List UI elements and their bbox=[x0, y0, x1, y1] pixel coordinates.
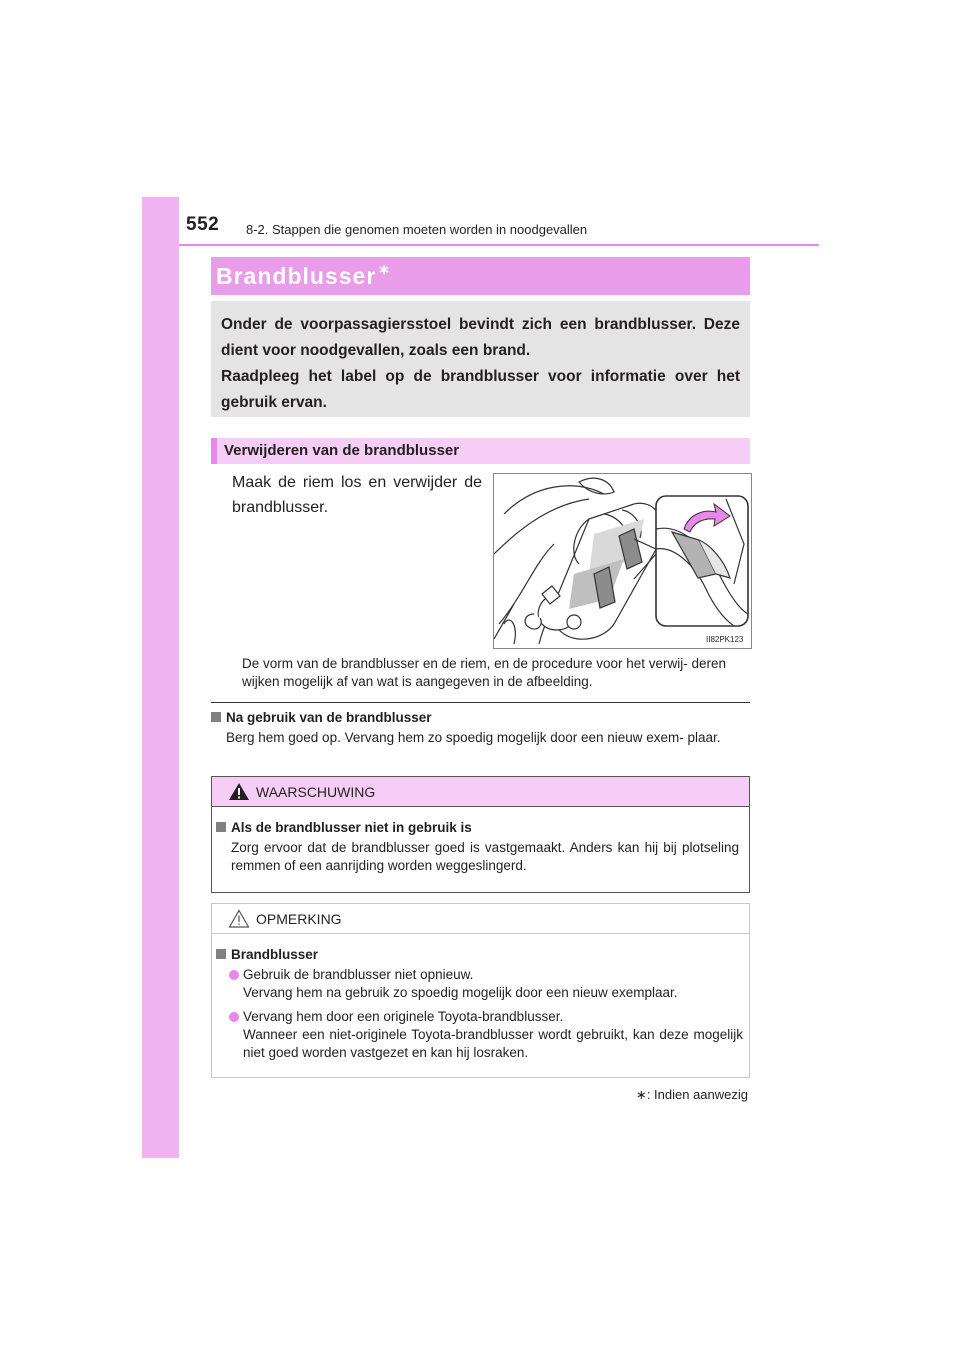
removal-step-text: Maak de riem los en verwijder de brandblusser. bbox=[232, 474, 482, 516]
after-use-heading-text: Na gebruik van de brandblusser bbox=[226, 710, 432, 725]
header-divider bbox=[179, 244, 819, 246]
intro-paragraph-1: Onder de voorpassagiersstoel bevindt zich een brandblusser. Deze dient voor noodgevallen, zoals een brand. bbox=[221, 316, 740, 359]
chapter-sidebar-tab bbox=[142, 197, 179, 1158]
notice-box bbox=[211, 903, 750, 1078]
subsection-heading-bar bbox=[211, 438, 750, 464]
notice-bullet-1-line-1: Gebruik de brandblusser niet opnieuw. bbox=[243, 967, 474, 982]
notice-header bbox=[212, 904, 749, 934]
notice-bullet-1-line-2: Vervang hem na gebruik zo spoedig mogelijk door een nieuw exemplaar. bbox=[243, 985, 678, 1000]
notice-label: OPMERKING bbox=[256, 911, 342, 927]
warning-label: WAARSCHUWING bbox=[256, 784, 376, 800]
figure-code: II82PK123 bbox=[706, 635, 744, 644]
notice-heading-text: Brandblusser bbox=[231, 947, 319, 962]
warning-heading bbox=[216, 820, 472, 835]
footnote-text: : Indien aanwezig bbox=[646, 1087, 748, 1102]
page-title-text: Brandblusser bbox=[216, 263, 377, 289]
page-title bbox=[216, 263, 391, 290]
subsection-heading: Verwijderen van de brandblusser bbox=[224, 442, 460, 459]
running-header: 8-2. Stappen die genomen moeten worden in noodgevallen bbox=[246, 222, 588, 237]
page-number: 552 bbox=[186, 214, 220, 235]
footnote bbox=[636, 1087, 748, 1103]
section-divider bbox=[211, 702, 750, 703]
after-use-heading bbox=[211, 710, 432, 725]
extinguisher-drawing bbox=[494, 474, 751, 648]
circle-bullet-icon bbox=[229, 970, 239, 980]
square-bullet-icon bbox=[216, 822, 226, 832]
intro-paragraph-2: Raadpleeg het label op de brandblusser voor informatie over het gebruik ervan. bbox=[221, 368, 740, 411]
warning-text: Zorg ervoor dat de brandblusser goed is vastgemaakt. Anders kan hij bij plotseling remmen of een aanrijding worden weggeslingerd. bbox=[231, 840, 739, 873]
warning-heading-text: Als de brandblusser niet in gebruik is bbox=[231, 820, 472, 835]
section-title-bar bbox=[211, 257, 750, 295]
warning-triangle-icon bbox=[228, 782, 250, 801]
notice-bullet-2-line-2: Wanneer een niet-originele Toyota-brandblusser wordt gebruikt, kan deze mogelijk niet goed worden vastgezet en kan hij losraken. bbox=[243, 1027, 743, 1060]
warning-header bbox=[212, 777, 749, 807]
notice-bullet-2-line-1: Vervang hem door een originele Toyota-brandblusser. bbox=[243, 1009, 564, 1024]
notice-heading bbox=[216, 947, 318, 962]
illustration-caption: De vorm van de brandblusser en de riem, en de procedure voor het verwij- deren wijken mogelijk af van wat is aangegeven in de afbeelding. bbox=[242, 656, 727, 689]
availability-marker: ∗ bbox=[378, 261, 391, 277]
intro-box bbox=[211, 301, 750, 417]
extinguisher-illustration bbox=[493, 473, 752, 649]
circle-bullet-icon bbox=[229, 1012, 239, 1022]
square-bullet-icon bbox=[216, 949, 226, 959]
notice-triangle-icon bbox=[228, 909, 250, 928]
after-use-text: Berg hem goed op. Vervang hem zo spoedig mogelijk door een nieuw exem- plaar. bbox=[226, 730, 721, 745]
square-bullet-icon bbox=[211, 712, 221, 722]
subsection-accent bbox=[211, 438, 217, 464]
warning-box bbox=[211, 776, 750, 893]
footnote-marker: ∗ bbox=[635, 1087, 647, 1102]
